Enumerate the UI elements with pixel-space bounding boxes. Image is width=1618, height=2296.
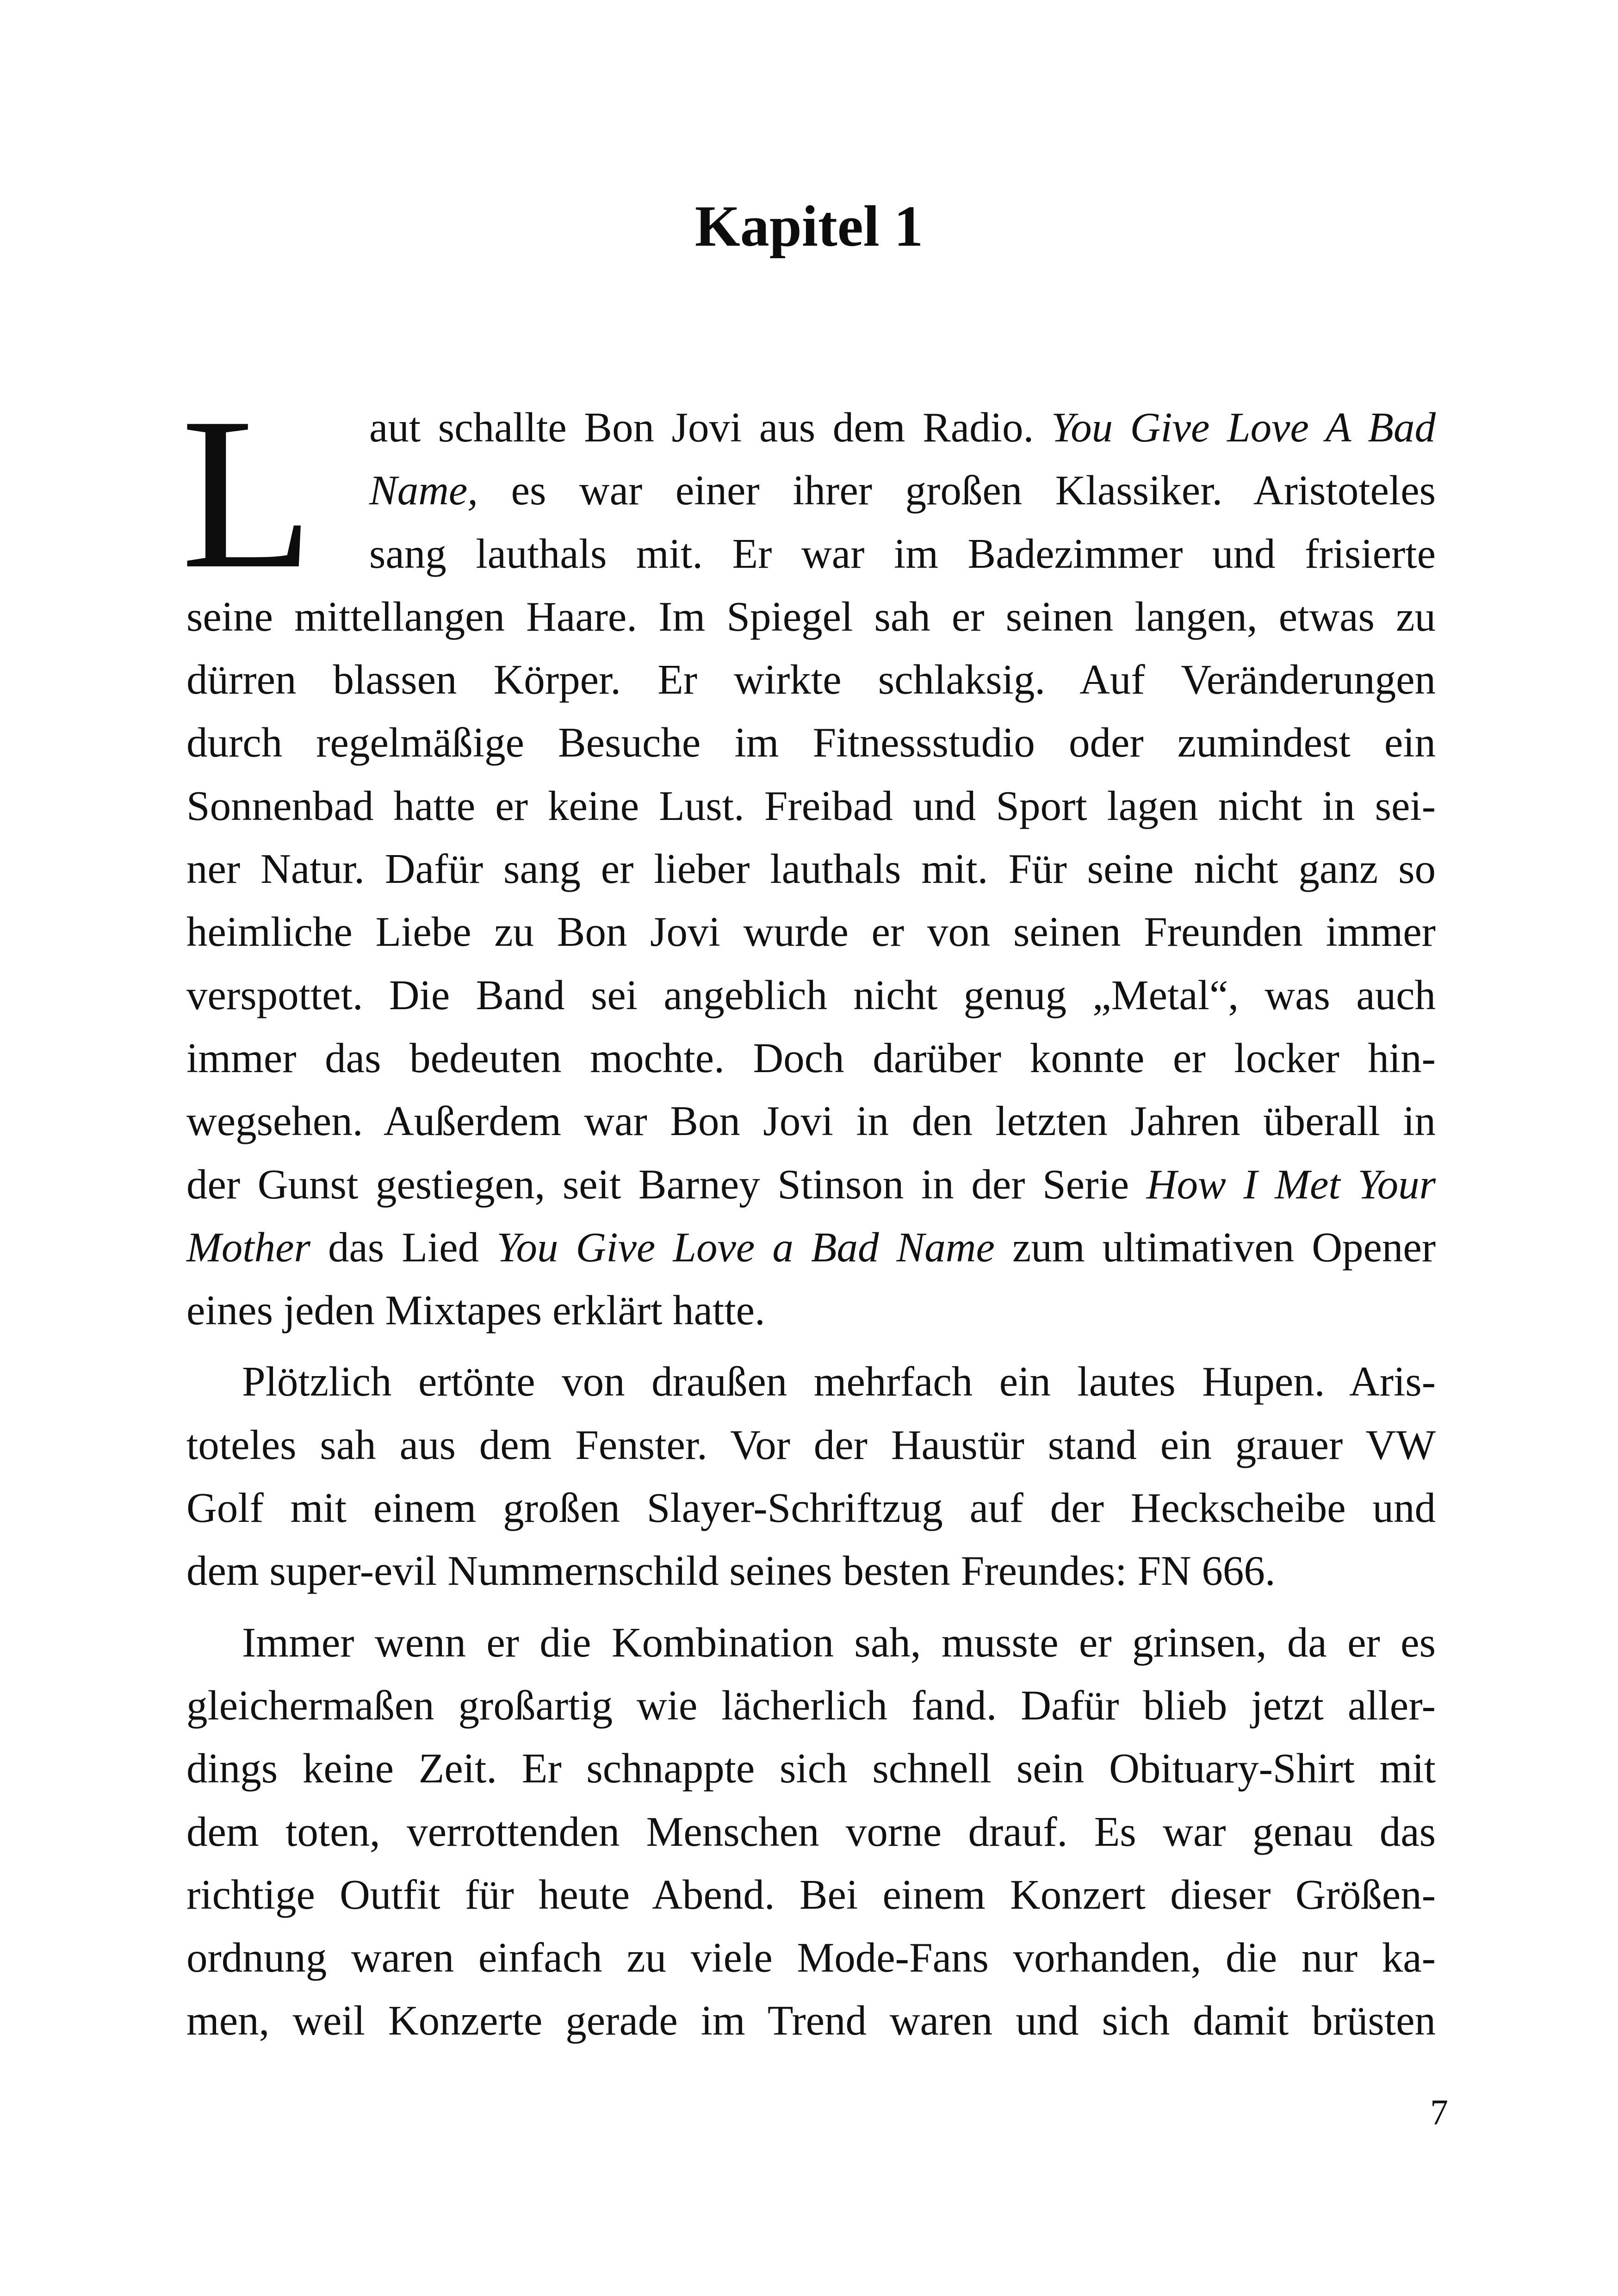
text-line: wegsehen. Außerdem war Bon Jovi in den letzten Jahren überall in (186, 1098, 1436, 1145)
text-line: eines jeden Mixtapes erklärt hatte. (186, 1287, 765, 1334)
text-line: durch regelmäßige Besuche im Fitnessstudio oder zumindest ein (186, 719, 1436, 766)
text-line: Sonnenbad hatte er keine Lust. Freibad und Sport lagen nicht in sei- (186, 782, 1436, 829)
text-line: Golf mit einem großen Slayer-Schriftzug auf der Heckscheibe und (186, 1484, 1436, 1532)
chapter-body (181, 372, 1436, 2053)
text-line: seine mittellangen Haare. Im Spiegel sah er seinen langen, etwas zu (186, 593, 1436, 640)
page-number: 7 (1430, 2092, 1448, 2132)
text-line: Immer wenn er die Kombination sah, musste er grinsen, da er es (242, 1619, 1436, 1666)
text-line: ner Natur. Dafür sang er lieber lauthals mit. Für seine nicht ganz so (186, 845, 1436, 893)
text-line: dings keine Zeit. Er schnappte sich schnell sein Obituary-Shirt mit (186, 1745, 1436, 1792)
paragraph-2 (186, 1350, 1436, 1602)
paragraph-1 (186, 396, 1436, 1342)
text-line: dem toten, verrottenden Menschen vorne drauf. Es war genau das (186, 1808, 1436, 1855)
text-line: toteles sah aus dem Fenster. Vor der Haustür stand ein grauer VW (186, 1421, 1436, 1468)
text-line: sang lauthals mit. Er war im Badezimmer und frisierte (369, 530, 1436, 577)
text-line: men, weil Konzerte gerade im Trend waren und sich damit brüsten (186, 1997, 1436, 2044)
text-line: ordnung waren einfach zu viele Mode-Fans vorhanden, die nur ka- (186, 1934, 1436, 1981)
text-line: verspottet. Die Band sei angeblich nicht genug „Metal“, was auch (186, 971, 1436, 1018)
drop-cap-letter: L (181, 372, 314, 614)
text-line: immer das bedeuten mochte. Doch darüber konnte er locker hin- (186, 1034, 1436, 1081)
series-title: How I Met Your (1146, 1160, 1436, 1208)
chapter-title: Kapitel 1 (694, 194, 924, 259)
text-line: dem super-evil Nummernschild seines besten Freundes: FN 666. (186, 1547, 1276, 1595)
series-title: Mother (186, 1223, 310, 1271)
text-line: heimliche Liebe zu Bon Jovi wurde er von seinen Freunden immer (186, 908, 1436, 956)
song-title: You Give Love A Bad (1051, 404, 1436, 451)
text-line: Mother das Lied You Give Love a Bad Name zum ultimativen Opener (186, 1223, 1436, 1271)
song-title: Name, (369, 467, 478, 514)
text-line: dürren blassen Körper. Er wirkte schlaksig. Auf Veränderungen (186, 656, 1436, 703)
text-line: Name, es war einer ihrer großen Klassiker. Aristoteles (369, 467, 1436, 514)
text-line: aut schallte Bon Jovi aus dem Radio. You Give Love A Bad (369, 404, 1436, 451)
paragraph-3 (186, 1611, 1436, 2053)
text-line: der Gunst gestiegen, seit Barney Stinson in der Serie How I Met Your (186, 1160, 1436, 1208)
text-line: richtige Outfit für heute Abend. Bei einem Konzert dieser Größen- (186, 1871, 1436, 1918)
text-line: gleichermaßen großartig wie lächerlich fand. Dafür blieb jetzt aller- (186, 1682, 1436, 1729)
song-title: You Give Love a Bad Name (496, 1223, 995, 1271)
text-line: Plötzlich ertönte von draußen mehrfach ein lautes Hupen. Aris- (242, 1358, 1436, 1405)
